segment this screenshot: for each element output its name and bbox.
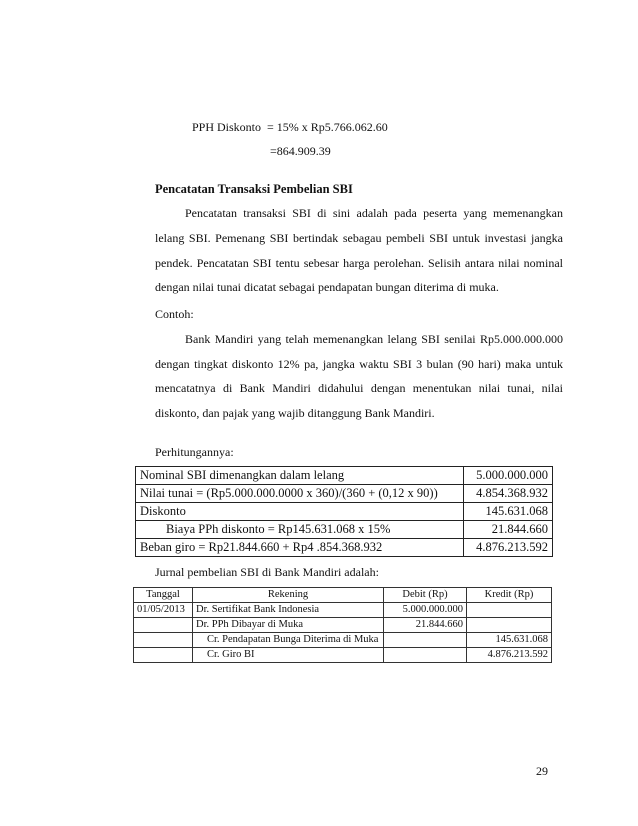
calc-label: Biaya PPh diskonto = Rp145.631.068 x 15% — [136, 521, 464, 539]
paragraph-pencatatan — [155, 201, 563, 300]
cell-debit — [384, 648, 467, 663]
calc-value: 21.844.660 — [464, 521, 553, 539]
perhitungan-label-wrap — [155, 440, 563, 465]
table-row — [134, 648, 552, 663]
table-row — [136, 539, 553, 557]
calc-value: 5.000.000.000 — [464, 467, 553, 485]
calc-label: Nominal SBI dimenangkan dalam lelang — [136, 467, 464, 485]
calc-value: 145.631.068 — [464, 503, 553, 521]
cell-kredit — [467, 618, 552, 633]
calculation-table — [135, 466, 553, 557]
cell-kredit — [467, 603, 552, 618]
journal-table — [133, 587, 552, 663]
cell-kredit: 4.876.213.592 — [467, 648, 552, 663]
table-row — [134, 633, 552, 648]
header-rekening: Rekening — [193, 588, 384, 603]
cell-debit: 21.844.660 — [384, 618, 467, 633]
calc-label: Nilai tunai = (Rp5.000.000.0000 x 360)/(360 + (0,12 x 90)) — [136, 485, 464, 503]
cell-kredit: 145.631.068 — [467, 633, 552, 648]
paragraph-text: Pencatatan transaksi SBI di sini adalah pada peserta yang memenangkan lelang SBI. Pemenang SBI bertindak sebagau pembeli SBI untuk investasi jangka pendek. Pencatatan SBI tentu sebesar harga perolehan. Selisih antara nilai nominal dengan nilai tunai dicatat sebagai pendapatan bungan diterima di muka. — [155, 206, 563, 295]
calc-label: Beban giro = Rp21.844.660 + Rp4 .854.368.932 — [136, 539, 464, 557]
cell-rekening: Dr. Sertifikat Bank Indonesia — [193, 603, 384, 618]
example-block — [155, 302, 563, 426]
cell-rekening: Dr. PPh Dibayar di Muka — [193, 618, 384, 633]
cell-tanggal — [134, 633, 193, 648]
cell-rekening: Cr. Giro BI — [193, 648, 384, 663]
perhitungan-label: Perhitungannya: — [155, 445, 234, 459]
calc-value: 4.854.368.932 — [464, 485, 553, 503]
cell-debit: 5.000.000.000 — [384, 603, 467, 618]
header-debit: Debit (Rp) — [384, 588, 467, 603]
table-header-row — [134, 588, 552, 603]
cell-debit — [384, 633, 467, 648]
table-row — [134, 618, 552, 633]
calc-value: 4.876.213.592 — [464, 539, 553, 557]
cell-tanggal — [134, 648, 193, 663]
table-row — [134, 603, 552, 618]
journal-intro: Jurnal pembelian SBI di Bank Mandiri adalah: — [155, 565, 379, 579]
journal-intro-wrap — [155, 560, 563, 585]
page-number: 29 — [536, 764, 548, 778]
contoh-label: Contoh: — [155, 307, 194, 321]
cell-tanggal — [134, 618, 193, 633]
example-text: Bank Mandiri yang telah memenangkan lelang SBI senilai Rp5.000.000.000 dengan tingkat diskonto 12% pa, jangka waktu SBI 3 bulan (90 hari) maka untuk mencatatnya di Bank Mandiri didahului dengan menentukan nilai tunai, nilai diskonto, dan pajak yang wajib ditanggung Bank Mandiri. — [155, 331, 563, 421]
table-row — [136, 503, 553, 521]
pph-diskonto-line: PPH Diskonto = 15% x Rp5.766.062.60 — [192, 120, 388, 134]
cell-tanggal: 01/05/2013 — [134, 603, 193, 618]
header-tanggal: Tanggal — [134, 588, 193, 603]
table-row — [136, 467, 553, 485]
calc-label: Diskonto — [136, 503, 464, 521]
cell-rekening: Cr. Pendapatan Bunga Diterima di Muka — [193, 633, 384, 648]
pph-diskonto-result: =864.909.39 — [270, 144, 331, 158]
table-row — [136, 521, 553, 539]
section-heading: Pencatatan Transaksi Pembelian SBI — [155, 182, 353, 196]
header-kredit: Kredit (Rp) — [467, 588, 552, 603]
table-row — [136, 485, 553, 503]
